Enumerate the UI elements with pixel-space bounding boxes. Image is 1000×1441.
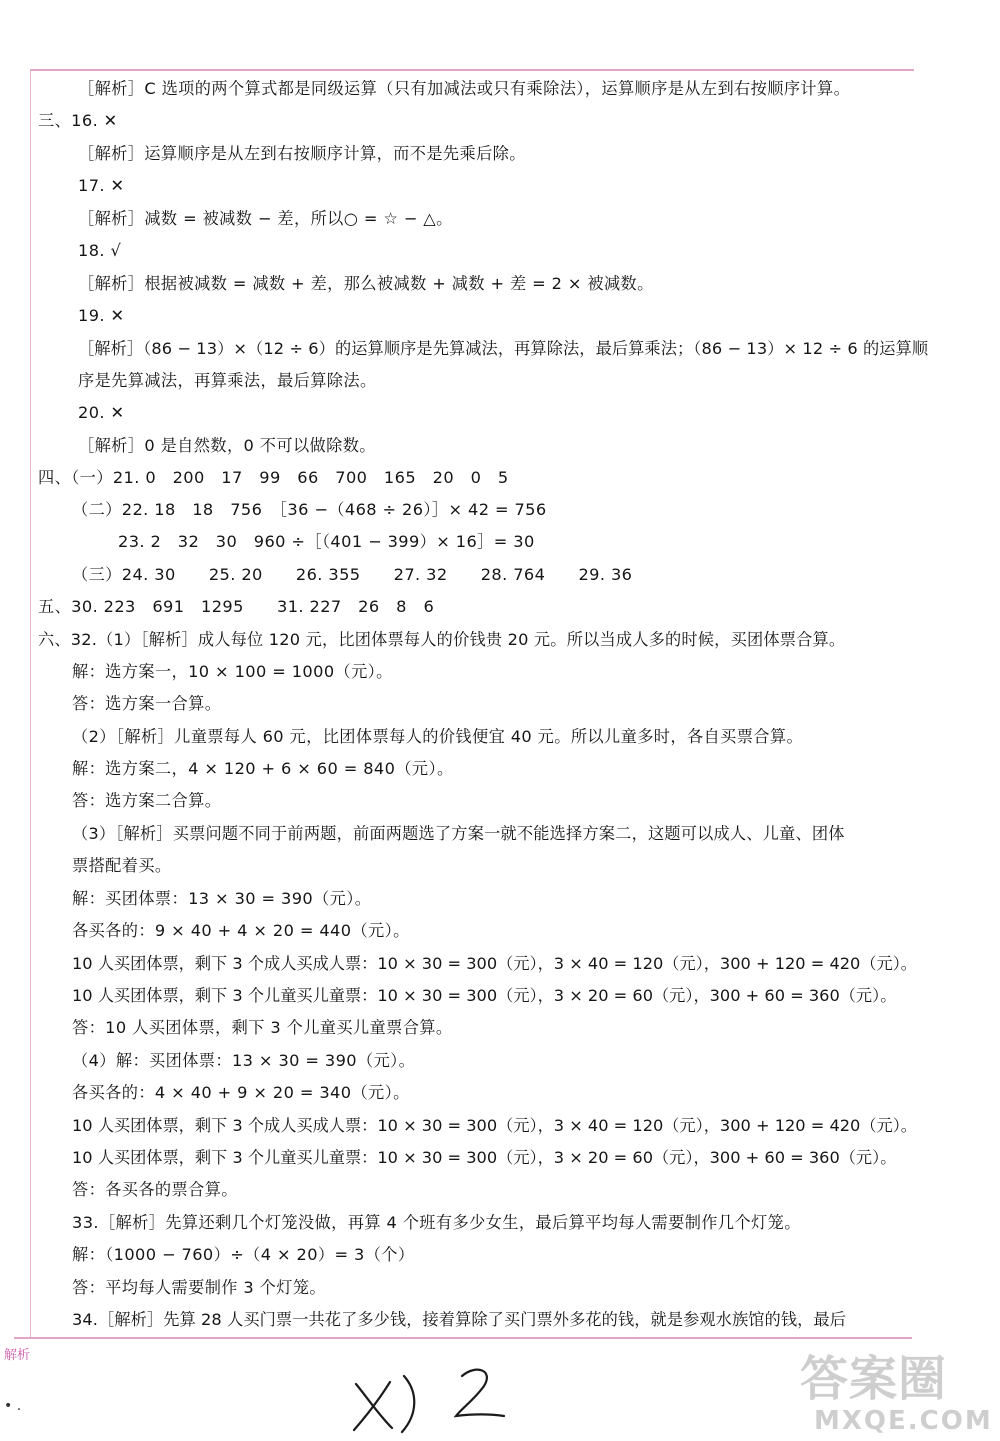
questions-30-31: 五、30. 223 691 1295 31. 227 26 8 6: [38, 597, 435, 616]
text-line: ［解析］C 选项的两个算式都是同级运算（只有加减法或只有乘除法），运算顺序是从左到右按顺序计算。: [78, 79, 851, 98]
question-23: 23. 2 32 30 960 ÷［（401 − 399）× 16］= 30: [118, 532, 535, 551]
text-line: ［解析］0 是自然数，0 不可以做除数。: [78, 436, 376, 455]
text-line: 10 人买团体票，剩下 3 个儿童买儿童票：10 × 30 = 300（元），3 × 20 = 60（元），300 + 60 = 360（元）。: [72, 986, 897, 1005]
question-19: 19. ✕: [78, 306, 125, 325]
question-33: 33.［解析］先算还剩几个灯笼没做，再算 4 个班有多少女生，最后算平均每人需要制作几个灯笼。: [72, 1213, 801, 1232]
question-32-part-4: （4）解：买团体票：13 × 30 = 390（元）。: [72, 1051, 416, 1070]
text-line: 解：选方案二，4 × 120 + 6 × 60 = 840（元）。: [72, 759, 454, 778]
page-bottom-rule: [14, 1337, 912, 1339]
text-line: 序是先算减法，再算乘法，最后算除法。: [78, 371, 377, 390]
text-line: ［解析］运算顺序是从左到右按顺序计算，而不是先乘后除。: [78, 144, 526, 163]
question-32-part-1: 六、32.（1）［解析］成人每位 120 元，比团体票每人的价钱贵 20 元。所以当成人多的时候，买团体票合算。: [38, 630, 846, 649]
questions-24-29: （三）24. 30 25. 20 26. 355 27. 32 28. 764 29. 36: [72, 565, 633, 584]
question-17: 17. ✕: [78, 176, 125, 195]
footer-marks: • .: [4, 1398, 22, 1414]
text-line: 答：选方案一合算。: [72, 694, 222, 713]
text-line: 答：各买各的票合算。: [72, 1180, 238, 1199]
question-16: 三、16. ✕: [38, 111, 118, 130]
watermark-url: MXQE.COM: [814, 1406, 993, 1436]
question-21: 四、（一）21. 0 200 17 99 66 700 165 20 0 5: [38, 468, 509, 487]
text-line: 票搭配着买。: [72, 856, 172, 875]
question-34: 34.［解析］先算 28 人买门票一共花了多少钱，接着算除了买门票外多花的钱，就是参观水族馆的钱，最后: [72, 1310, 846, 1329]
text-line: 各买各的：4 × 40 + 9 × 20 = 340（元）。: [72, 1083, 410, 1102]
page-left-rule: [30, 69, 31, 1339]
text-line: 10 人买团体票，剩下 3 个成人买成人票：10 × 30 = 300（元），3 × 40 = 120（元），300 + 120 = 420（元）。: [72, 1116, 917, 1135]
text-line: ［解析］（86 − 13）×（12 ÷ 6）的运算顺序是先算减法，再算除法，最后算乘法；（86 − 13）× 12 ÷ 6 的运算顺: [78, 339, 929, 358]
page-top-rule: [30, 69, 914, 71]
question-18: 18. √: [78, 241, 122, 260]
watermark-logo: [800, 1351, 993, 1437]
text-line: 10 人买团体票，剩下 3 个成人买成人票：10 × 30 = 300（元），3 × 40 = 120（元），300 + 120 = 420（元）。: [72, 954, 917, 973]
text-line: 答：平均每人需要制作 3 个灯笼。: [72, 1278, 327, 1297]
text-line: 答：选方案二合算。: [72, 791, 222, 810]
text-line: ［解析］减数 = 被减数 − 差，所以○ = ☆ − △。: [78, 209, 453, 228]
footer-section-label: 解析: [4, 1348, 31, 1363]
text-line: 答：10 人买团体票，剩下 3 个儿童买儿童票合算。: [72, 1018, 453, 1037]
text-line: 各买各的：9 × 40 + 4 × 20 = 440（元）。: [72, 921, 410, 940]
question-22: （二）22. 18 18 756 ［36 −（468 ÷ 26）］× 42 = 756: [72, 500, 547, 519]
text-line: 解：选方案一，10 × 100 = 1000（元）。: [72, 662, 393, 681]
text-line: ［解析］根据被减数 = 减数 + 差，那么被减数 + 减数 + 差 = 2 × 被减数。: [78, 274, 654, 293]
question-20: 20. ✕: [78, 403, 125, 422]
text-line: 解：（1000 − 760）÷（4 × 20）= 3（个）: [72, 1245, 415, 1264]
text-line: 10 人买团体票，剩下 3 个儿童买儿童票：10 × 30 = 300（元），3 × 20 = 60（元），300 + 60 = 360（元）。: [72, 1148, 897, 1167]
question-32-part-3: （3）［解析］买票问题不同于前两题，前面两题选了方案一就不能选择方案二，这题可以成人、儿童、团体: [72, 824, 845, 843]
watermark-logo-text: 答案圈: [800, 1351, 948, 1407]
text-line: 解：买团体票：13 × 30 = 390（元）。: [72, 889, 372, 908]
question-32-part-2: （2）［解析］儿童票每人 60 元，比团体票每人的价钱便宜 40 元。所以儿童多时，各自买票合算。: [72, 727, 804, 746]
handwritten-scribble: [344, 1356, 514, 1436]
